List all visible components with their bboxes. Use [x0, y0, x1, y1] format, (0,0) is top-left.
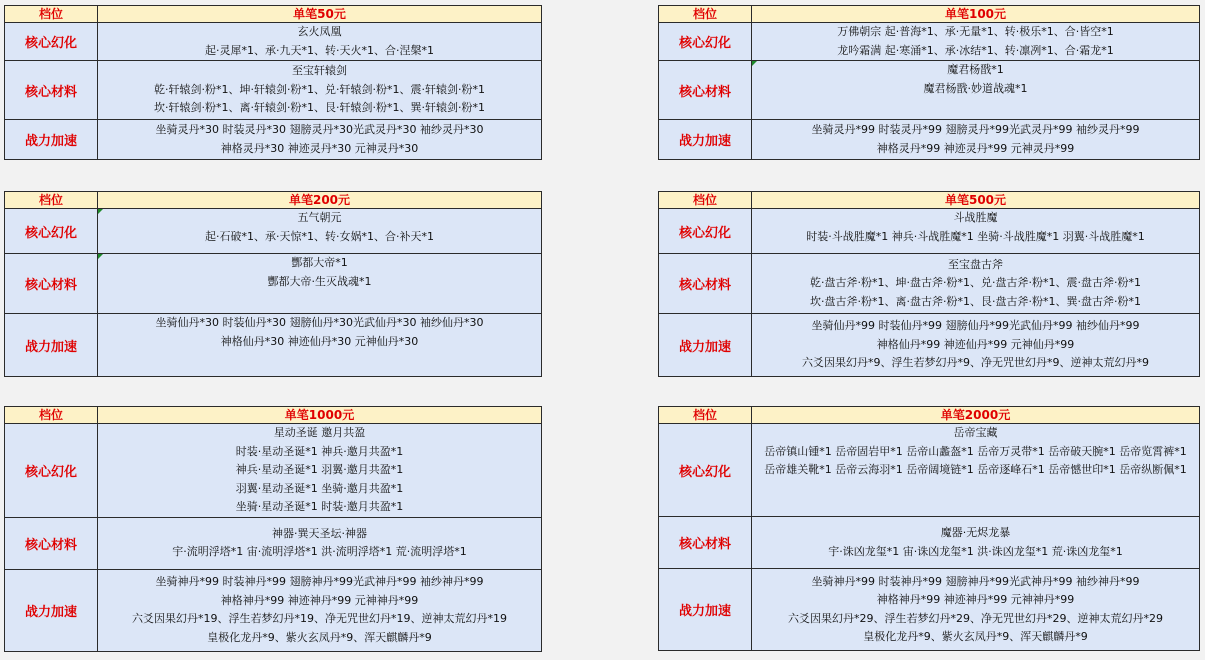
tier-row-core-skin	[5, 424, 542, 518]
tier-label-cell: 档位	[659, 6, 752, 23]
content-line: 斗战胜魔	[953, 211, 998, 224]
tier-row-power-boost	[5, 569, 542, 651]
content-line: 酆都大帝*1	[291, 256, 348, 269]
content-line: 龙吟霜满 起·寒涌*1、承·冰结*1、转·凛冽*1、合·霜龙*1	[837, 43, 1114, 57]
tier-label-cell: 档位	[5, 407, 98, 424]
row-content	[752, 569, 1200, 651]
content-line: 六爻因果幻丹*9、浮生若梦幻丹*9、净无咒世幻丹*9、逆神太荒幻丹*9	[802, 356, 1149, 370]
content-line: 乾·盘古斧·粉*1、坤·盘古斧·粉*1、兑·盘古斧·粉*1、震·盘古斧·粉*1	[810, 276, 1141, 290]
tier-row-power-boost	[659, 314, 1200, 377]
tier-header-row	[5, 407, 542, 424]
tier-table-100	[658, 5, 1200, 160]
tier-amount-cell: 单笔500元	[752, 192, 1200, 209]
category-label: 战力加速	[659, 569, 752, 651]
content-line: 神格灵丹*30 神迹灵丹*30 元神灵丹*30	[220, 141, 419, 155]
cell-comment-marker	[98, 254, 103, 259]
category-label: 战力加速	[659, 314, 752, 377]
row-content	[98, 424, 542, 518]
row-content	[98, 209, 542, 254]
row-content	[752, 517, 1200, 569]
category-label: 核心幻化	[5, 23, 98, 61]
content-line: 岳帝宝藏	[953, 426, 998, 439]
row-content	[98, 23, 542, 61]
tier-header-row	[659, 6, 1200, 23]
tier-label-cell: 档位	[5, 192, 98, 209]
tier-label-cell: 档位	[659, 407, 752, 424]
cell-comment-marker	[98, 209, 103, 214]
category-label: 核心幻化	[659, 424, 752, 517]
row-content	[752, 424, 1200, 517]
content-line: 羽翼·星动圣诞*1 坐骑·邀月共盈*1	[235, 481, 404, 495]
content-line: 星动圣诞 邀月共盈	[273, 426, 366, 439]
tier-row-core-skin	[659, 23, 1200, 61]
row-content	[752, 120, 1200, 160]
content-line: 五气朝元	[297, 211, 342, 224]
category-label: 战力加速	[5, 314, 98, 377]
category-label: 核心材料	[659, 254, 752, 314]
content-line: 六爻因果幻丹*19、浮生若梦幻丹*19、净无咒世幻丹*19、逆神太荒幻丹*19	[132, 612, 507, 625]
category-label: 核心幻化	[5, 209, 98, 254]
content-line: 神格仙丹*99 神迹仙丹*99 元神仙丹*99	[876, 337, 1075, 351]
content-line: 玄火凤凰	[297, 25, 342, 38]
tier-table-1000	[4, 406, 542, 652]
content-line: 神格灵丹*99 神迹灵丹*99 元神灵丹*99	[876, 141, 1075, 155]
content-line: 坐骑仙丹*30 时装仙丹*30 翅膀仙丹*30光武仙丹*30 袖纱仙丹*30	[155, 316, 484, 329]
content-line: 魔君杨戬*1	[947, 63, 1004, 76]
content-line: 时装·斗战胜魔*1 神兵·斗战胜魔*1 坐骑·斗战胜魔*1 羽翼·斗战胜魔*1	[806, 229, 1145, 243]
tier-header-row	[659, 192, 1200, 209]
tier-row-core-skin	[5, 209, 542, 254]
content-line: 宇·流明浮塔*1 宙·流明浮塔*1 洪·流明浮塔*1 荒·流明浮塔*1	[172, 545, 467, 558]
row-content	[752, 209, 1200, 254]
tier-row-power-boost	[659, 120, 1200, 160]
tier-header-row	[659, 407, 1200, 424]
tier-row-power-boost	[5, 314, 542, 377]
tier-row-core-material	[659, 254, 1200, 314]
content-line: 至宝盘古斧	[948, 257, 1003, 271]
content-line: 乾·轩辕剑·粉*1、坤·轩辕剑·粉*1、兑·轩辕剑·粉*1、震·轩辕剑·粉*1	[154, 82, 485, 96]
content-line: 坐骑仙丹*99 时装仙丹*99 翅膀仙丹*99光武仙丹*99 袖纱仙丹*99	[811, 319, 1140, 333]
category-label: 核心幻化	[5, 424, 98, 518]
tier-amount-cell: 单笔50元	[98, 6, 542, 23]
tier-amount-cell: 单笔200元	[98, 192, 542, 209]
category-label: 核心幻化	[659, 209, 752, 254]
category-label: 战力加速	[659, 120, 752, 160]
category-label: 核心材料	[5, 517, 98, 569]
content-line: 坎·盘古斧·粉*1、离·盘古斧·粉*1、艮·盘古斧·粉*1、巽·盘古斧·粉*1	[810, 294, 1141, 308]
tier-label-cell: 档位	[659, 192, 752, 209]
tier-table-2000	[658, 406, 1200, 651]
content-line: 魔器·无烬龙暴	[940, 526, 1011, 539]
content-line: 坎·轩辕剑·粉*1、离·轩辕剑·粉*1、艮·轩辕剑·粉*1、巽·轩辕剑·粉*1	[154, 101, 485, 115]
content-line: 万佛朝宗 起·普海*1、承·无量*1、转·极乐*1、合·皆空*1	[837, 25, 1114, 38]
row-content	[98, 254, 542, 314]
row-content	[98, 314, 542, 377]
content-line: 坐骑神丹*99 时装神丹*99 翅膀神丹*99光武神丹*99 袖纱神丹*99	[155, 575, 484, 588]
content-line: 神兵·星动圣诞*1 羽翼·邀月共盈*1	[235, 463, 404, 476]
content-line: 岳帝镇山锺*1 岳帝固岩甲*1 岳帝山蠡盔*1 岳帝万灵带*1 岳帝破天腕*1 岳帝览霄裤*1	[764, 444, 1187, 458]
content-line: 皇极化龙丹*9、紫火玄凤丹*9、浑天麒麟丹*9	[207, 630, 432, 644]
tier-amount-cell: 单笔2000元	[752, 407, 1200, 424]
content-line: 神格仙丹*30 神迹仙丹*30 元神仙丹*30	[220, 334, 419, 348]
tier-row-core-material	[5, 254, 542, 314]
content-line: 坐骑神丹*99 时装神丹*99 翅膀神丹*99光武神丹*99 袖纱神丹*99	[811, 574, 1140, 588]
content-line: 魔君杨戬·妙道战魂*1	[923, 81, 1028, 95]
row-content	[98, 120, 542, 160]
category-label: 核心材料	[5, 254, 98, 314]
content-line: 神格神丹*99 神迹神丹*99 元神神丹*99	[876, 593, 1075, 606]
category-label: 核心材料	[5, 61, 98, 120]
content-line: 岳帝雄关靴*1 岳帝云海羽*1 岳帝阔境链*1 岳帝逐峰石*1 岳帝憾世印*1 岳帝纵断佩*1	[764, 463, 1187, 476]
tier-table-200	[4, 191, 542, 377]
tier-row-core-skin	[5, 23, 542, 61]
row-content	[752, 314, 1200, 377]
category-label: 核心材料	[659, 61, 752, 120]
tier-table-500	[658, 191, 1200, 377]
row-content	[98, 569, 542, 651]
tier-row-core-material	[5, 61, 542, 120]
content-line: 宇·诛凶龙玺*1 宙·诛凶龙玺*1 洪·诛凶龙玺*1 荒·诛凶龙玺*1	[828, 544, 1123, 558]
category-label: 战力加速	[5, 569, 98, 651]
row-content	[752, 23, 1200, 61]
content-line: 时装·星动圣诞*1 神兵·邀月共盈*1	[235, 444, 404, 458]
tier-amount-cell: 单笔1000元	[98, 407, 542, 424]
tier-row-core-material	[5, 517, 542, 569]
content-line: 坐骑灵丹*30 时装灵丹*30 翅膀灵丹*30光武灵丹*30 袖纱灵丹*30	[155, 123, 484, 136]
content-line: 起·石破*1、承·天惊*1、转·女娲*1、合·补天*1	[205, 229, 434, 243]
tier-row-core-material	[659, 61, 1200, 120]
content-line: 坐骑·星动圣诞*1 时装·邀月共盈*1	[235, 500, 404, 513]
category-label: 核心材料	[659, 517, 752, 569]
tier-table-50	[4, 5, 542, 160]
content-line: 六爻因果幻丹*29、浮生若梦幻丹*29、净无咒世幻丹*29、逆神太荒幻丹*29	[788, 611, 1163, 625]
content-line: 起·灵犀*1、承·九天*1、转·天火*1、合·涅槃*1	[205, 43, 434, 57]
tier-row-power-boost	[5, 120, 542, 160]
content-line: 神器·巽天圣坛·神器	[272, 526, 367, 540]
tier-row-core-material	[659, 517, 1200, 569]
tier-header-row	[5, 6, 542, 23]
content-line: 皇极化龙丹*9、紫火玄凤丹*9、浑天麒麟丹*9	[863, 630, 1088, 643]
tier-row-power-boost	[659, 569, 1200, 651]
content-line: 酆都大帝·生灭战魂*1	[267, 274, 372, 288]
content-line: 至宝轩辕剑	[292, 64, 347, 78]
tier-row-core-skin	[659, 209, 1200, 254]
content-line: 坐骑灵丹*99 时装灵丹*99 翅膀灵丹*99光武灵丹*99 袖纱灵丹*99	[811, 123, 1140, 136]
category-label: 战力加速	[5, 120, 98, 160]
cell-comment-marker	[752, 61, 757, 66]
category-label: 核心幻化	[659, 23, 752, 61]
row-content	[98, 61, 542, 120]
content-line: 神格神丹*99 神迹神丹*99 元神神丹*99	[220, 593, 419, 607]
row-content	[752, 61, 1200, 120]
tier-amount-cell: 单笔100元	[752, 6, 1200, 23]
tier-header-row	[5, 192, 542, 209]
tier-label-cell: 档位	[5, 6, 98, 23]
row-content	[98, 517, 542, 569]
tier-row-core-skin	[659, 424, 1200, 517]
row-content	[752, 254, 1200, 314]
